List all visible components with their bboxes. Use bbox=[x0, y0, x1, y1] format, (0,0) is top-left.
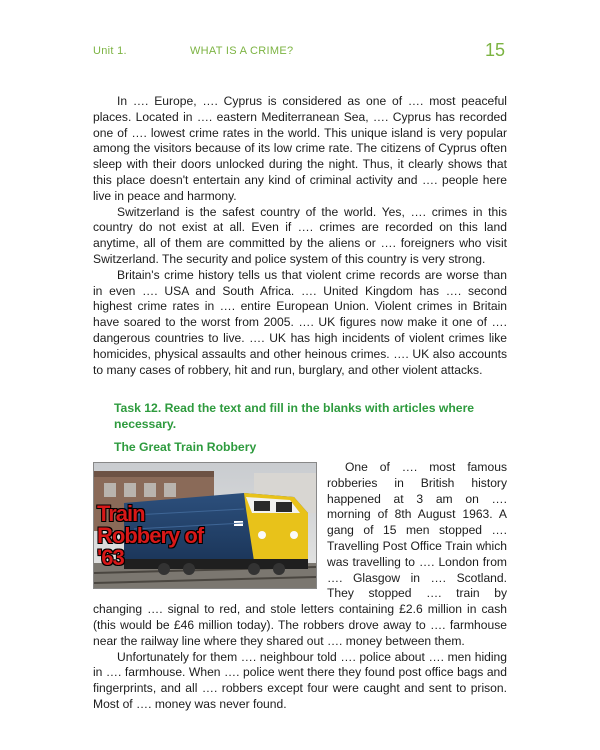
story-text bbox=[93, 460, 507, 713]
story-paragraph-2: Unfortunately for them …. neighbour told …. police about …. men hiding in …. farmhouse. When …. police went there they found post office bags and fingerprints, and all …. robbers except four were caught and sent to prison. Most of …. money was never found. bbox=[93, 649, 507, 711]
page-number: 15 bbox=[484, 40, 505, 60]
train-photo bbox=[93, 462, 317, 589]
chapter-title: WHAT IS A CRIME? bbox=[190, 45, 294, 57]
photo-caption: Train Robbery of '63 bbox=[97, 501, 204, 570]
story-title: The Great Train Robbery bbox=[114, 440, 257, 454]
paragraph-cyprus: In …. Europe, …. Cyprus is considered as one of …. most peaceful places. Located in …. eastern Mediterranean Sea, …. Cyprus has recorded one of …. lowest crime rates in the world. This unique island is very popular among the visitors because of its low crime rate. The citizens of Cyprus often sleep with their doors unlocked during the night. Thus, it clearly shows that this place doesn't entertain any kind of criminal activity and …. people here live in peace and harmony. bbox=[93, 94, 507, 203]
task-title: Task 12. Read the text and fill in the blanks with articles where necessary. bbox=[114, 401, 475, 431]
story-paragraph-1: One of …. most famous robberies in British history happened at 3 am on …. morning of 8th August 1963. A gang of 15 men stopped …. Travelling Post Office Train which was travelling to …. London from …. Glasgow in …. Scotland. They stopped …. train by changing …. signal to red, and stole letters containing £2.6 million in cash (this would be £46 million today). The robbers drove away to …. farmhouse near the railway line where they shared out …. money between them. bbox=[93, 460, 507, 648]
paragraph-britain: Britain's crime history tells us that violent crime records are worse than in even …. USA and South Africa. …. United Kingdom has …. second highest crime rates in …. entire European Union. Violent crimes in Britain have soared to the worst from 2005. …. UK figures now make it one of …. dangerous countries to live. …. UK has high incidents of violent crimes like homicides, physical assaults and other heinous crimes. …. UK also accounts to many cases of robbery, hit and run, burglary, and other violent attacks. bbox=[93, 267, 507, 377]
page-header bbox=[93, 40, 507, 62]
unit-label: Unit 1. bbox=[93, 45, 127, 57]
reading-text bbox=[93, 94, 507, 378]
paragraph-switzerland: Switzerland is the safest country of the world. Yes, …. crimes in this country do not exist at all. Even if …. crimes are recorded on this land anytime, all of them are committed by the aliens or …. foreigners who visit Switzerland. The security and police system of this country is very strong. bbox=[93, 204, 507, 266]
